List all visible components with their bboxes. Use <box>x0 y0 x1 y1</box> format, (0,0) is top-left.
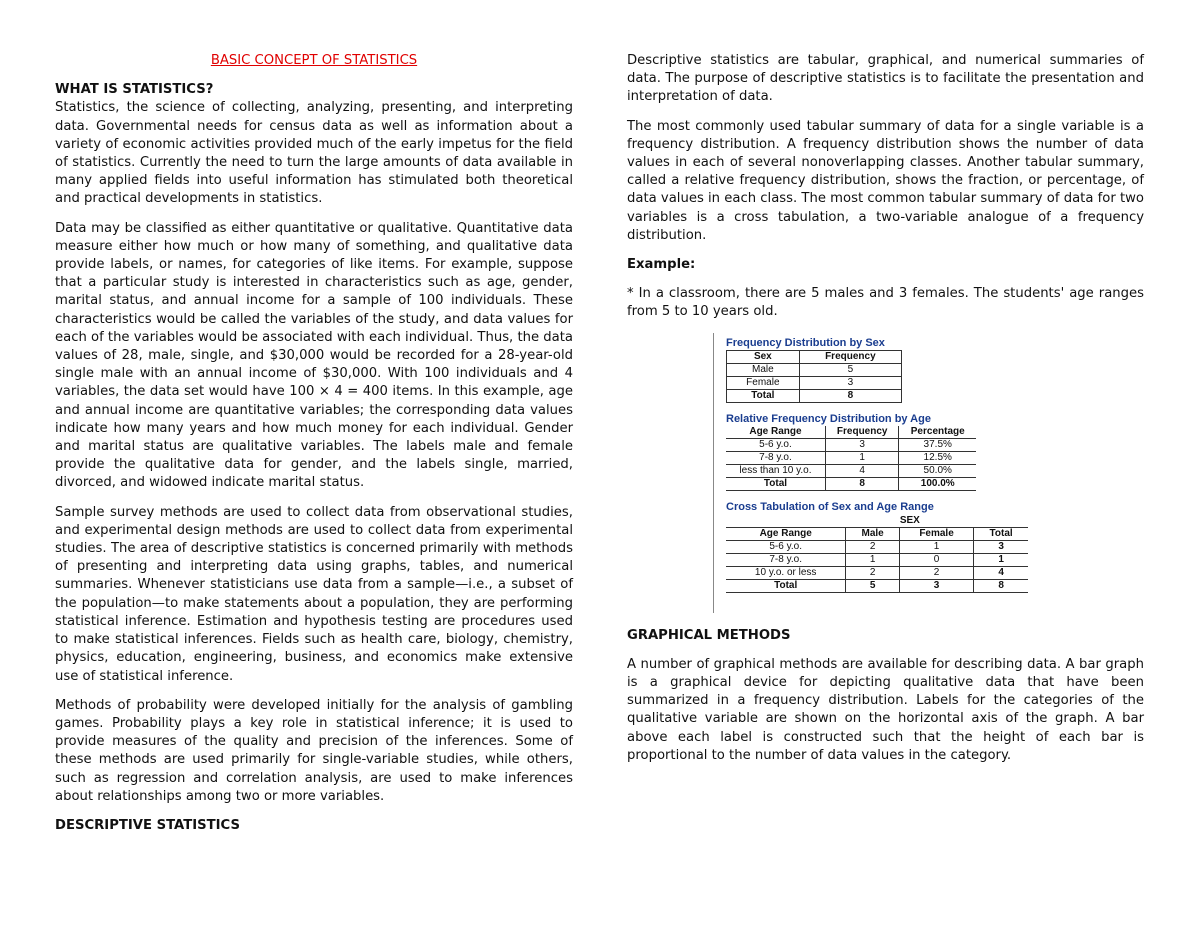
table-cell: Male <box>727 363 800 376</box>
table-cell: 3 <box>899 579 973 592</box>
freq-by-sex-table <box>726 350 902 403</box>
cross-tab-table <box>726 515 1028 593</box>
example-heading: Example: <box>627 257 696 273</box>
paragraph-descriptive-definition: Descriptive statistics are tabular, graphical, and numerical summaries of data. The purpose of descriptive statistics is to facilitate the presentation and interpretation of data. <box>627 53 1144 105</box>
table-cell: 1 <box>974 553 1028 566</box>
heading-graphical-methods: GRAPHICAL METHODS <box>627 627 791 643</box>
table-row <box>726 540 1028 553</box>
table-cell: 2 <box>899 566 973 579</box>
table-cell: 8 <box>825 477 899 490</box>
table-cell: 8 <box>799 389 901 402</box>
table-total-row <box>726 477 976 490</box>
table-cell: Total <box>726 477 825 490</box>
table-total-row <box>726 579 1028 592</box>
table-cell: 1 <box>825 451 899 464</box>
table-header: Frequency <box>799 350 901 363</box>
paragraph-probability: Methods of probability were developed initially for the analysis of gambling games. Probability plays a key role in statistical inference; it is used to provide measures of the quality and precision of the inferences. Some of these methods are used primarily for single-variable studies, while others, such as regression and correlation analysis, are used to make inferences about relationships among two or more variables. <box>55 697 573 804</box>
table-cell: Female <box>727 376 800 389</box>
table-row <box>726 438 976 451</box>
table-row <box>727 376 902 389</box>
table-cell: 10 y.o. or less <box>726 566 846 579</box>
rel-freq-by-age-caption: Relative Frequency Distribution by Age <box>726 412 931 425</box>
table-cell: 37.5% <box>899 438 976 451</box>
table-cell: 5-6 y.o. <box>726 540 846 553</box>
heading-what-is-statistics: WHAT IS STATISTICS? <box>55 82 214 98</box>
table-cell: 3 <box>799 376 901 389</box>
table-cell: 1 <box>899 540 973 553</box>
table-cell: 0 <box>899 553 973 566</box>
table-row <box>726 566 1028 579</box>
table-cell: 7-8 y.o. <box>726 451 825 464</box>
table-cell: Total <box>727 389 800 402</box>
cross-tab-group-header: SEX <box>899 514 920 526</box>
paragraph-survey-methods: Sample survey methods are used to collect data from observational studies, and experimental design methods are used to collect data from experimental studies. The area of descriptive statistics is concerned primarily with methods of presenting and interpreting data using graphs, tables, and numerical summaries. Whenever statisticians use data from a sample—i.e., a subset of the population—to make statements about a population, they are performing statistical inference. Estimation and hypothesis testing are procedures used to make statistical inferences. Fields such as health care, biology, chemistry, physics, education, engineering, business, and economics make extensive use of statistical inference. <box>55 504 573 684</box>
table-row <box>726 553 1028 566</box>
table-header: Percentage <box>899 426 976 439</box>
right-column <box>627 52 1144 776</box>
table-cell: Total <box>726 579 846 592</box>
table-header: Frequency <box>825 426 899 439</box>
heading-descriptive-statistics: DESCRIPTIVE STATISTICS <box>55 817 240 833</box>
table-header: Female <box>899 527 973 540</box>
freq-by-sex-caption: Frequency Distribution by Sex <box>726 336 885 349</box>
table-cell: 2 <box>846 566 899 579</box>
example-text: * In a classroom, there are 5 males and 3 females. The students' age ranges from 5 to 10 years old. <box>627 286 1144 320</box>
table-cell: 1 <box>846 553 899 566</box>
rel-freq-by-age-table <box>726 426 976 491</box>
table-cell: 4 <box>825 464 899 477</box>
paragraph-graphical-methods: A number of graphical methods are available for describing data. A bar graph is a graphical device for depicting qualitative data that have been summarized in a frequency distribution. Labels for the categories of the qualitative variable are shown on the horizontal axis of the graph. A bar above each label is constructed such that the height of each bar is proportional to the number of data values in the category. <box>627 656 1144 763</box>
table-row <box>727 363 902 376</box>
table-cell: 2 <box>846 540 899 553</box>
table-cell: 5-6 y.o. <box>726 438 825 451</box>
table-cell: 12.5% <box>899 451 976 464</box>
paragraph-statistics-definition: Statistics, the science of collecting, analyzing, presenting, and interpreting data. Governmental needs for census data as well as information about a variety of economic activities provided much of the early impetus for the field of statistics. Currently the need to turn the large amounts of data available in many applied fields into useful information has stimulated both theoretical and practical developments in statistics. <box>55 100 573 207</box>
table-cell: 5 <box>846 579 899 592</box>
table-row <box>726 451 976 464</box>
tables-figure <box>713 333 1056 613</box>
table-cell: 50.0% <box>899 464 976 477</box>
cross-tab-caption: Cross Tabulation of Sex and Age Range <box>726 500 934 513</box>
paragraph-data-classification: Data may be classified as either quantitative or qualitative. Quantitative data measure either how much or how many of something, and qualitative data provide labels, or names, for categories of like items. For example, suppose that a particular study is interested in characteristics such as age, gender, marital status, and annual income for a sample of 100 individuals. These characteristics would be called the variables of the study, and data values for each of the variables would be associated with each individual. Thus, the data values of 28, male, single, and $30,000 would be recorded for a 28-year-old single male with an annual income of $30,000. With 100 individuals and 4 variables, the data set would have 100 × 4 = 400 items. In this example, age and annual income are quantitative variables; the corresponding data values indicate how many years and how much money for each individual. Gender and marital status are qualitative variables. The labels male and female provide the qualitative data for gender, and the labels single, married, divorced, and widowed indicate marital status. <box>55 220 573 491</box>
table-cell: 5 <box>799 363 901 376</box>
table-header: Sex <box>727 350 800 363</box>
left-column <box>55 52 573 846</box>
table-cell: 3 <box>825 438 899 451</box>
table-cell: 100.0% <box>899 477 976 490</box>
table-header: Age Range <box>726 527 846 540</box>
document-title: BASIC CONCEPT OF STATISTICS <box>210 53 418 68</box>
table-header: Male <box>846 527 899 540</box>
table-cell: 8 <box>974 579 1028 592</box>
table-cell: less than 10 y.o. <box>726 464 825 477</box>
table-header: Total <box>974 527 1028 540</box>
table-cell: 3 <box>974 540 1028 553</box>
paragraph-tabular-summary: The most commonly used tabular summary of data for a single variable is a frequency distribution. A frequency distribution shows the number of data values in each of several nonoverlapping classes. Another tabular summary, called a relative frequency distribution, shows the fraction, or percentage, of data values in each class. The most common tabular summary of data for two variables is a cross tabulation, a two-variable analogue of a frequency distribution. <box>627 118 1144 243</box>
table-header: Age Range <box>726 426 825 439</box>
table-cell: 4 <box>974 566 1028 579</box>
table-cell: 7-8 y.o. <box>726 553 846 566</box>
table-total-row <box>727 389 902 402</box>
table-row <box>726 464 976 477</box>
